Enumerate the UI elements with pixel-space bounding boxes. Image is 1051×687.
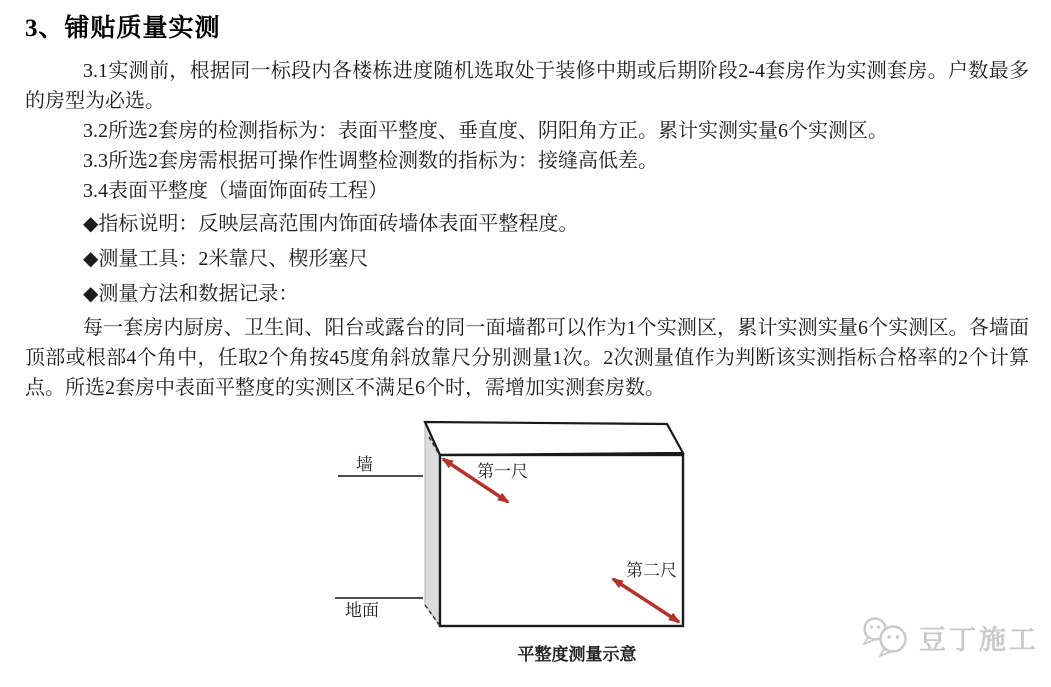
bullet-method-and-records: ◆测量方法和数据记录： <box>83 283 299 305</box>
flatness-measurement-diagram <box>330 416 710 674</box>
paragraph-3-2: 3.2所选2套房的检测指标为：表面平整度、垂直度、阴阳角方正。累计实测实量6个实测区。 <box>83 120 888 142</box>
paragraph-method-detail: 每一套房内厨房、卫生间、阳台或露台的同一面墙都可以作为1个实测区，累计实测实量6个实测区。各墙面顶部或根部4个角中，任取2个角按45度角斜放靠尺分别测量1次。2次测量值作为判断该实测指标合格率的2个计算点。所选2套房中表面平整度的实测区不满足6个时，需增加实测套房数。 <box>25 317 1029 399</box>
ground-label: 地面 <box>345 601 379 620</box>
wall-box-top-face <box>425 422 683 455</box>
wall-box-drawing <box>330 416 710 674</box>
wall-label: 墙 <box>356 455 373 474</box>
first-ruler-label: 第一尺 <box>477 462 528 481</box>
section-title: 3、铺贴质量实测 <box>25 15 221 42</box>
paragraph-3-4: 3.4表面平整度（墙面饰面砖工程） <box>83 180 388 202</box>
second-ruler-label: 第二尺 <box>626 561 677 580</box>
bullet-indicator-description: ◆指标说明：反映层高范围内饰面砖墙体表面平整程度。 <box>83 213 579 235</box>
paragraph-3-3: 3.3所选2套房需根据可操作性调整检测数的指标为：接缝高低差。 <box>83 150 658 172</box>
paragraph-3-1: 3.1实测前，根据同一标段内各楼栋进度随机选取处于装修中期或后期阶段2-4套房作为实测套房。户数最多的房型为必选。 <box>25 60 1029 112</box>
diagram-caption: 平整度测量示意 <box>517 645 637 664</box>
bullet-measuring-tools: ◆测量工具：2米靠尺、楔形塞尺 <box>83 248 369 270</box>
watermark-text: 豆丁施工 <box>919 624 1039 655</box>
speech-bubbles-icon <box>860 616 912 658</box>
watermark-logo <box>860 616 1039 658</box>
